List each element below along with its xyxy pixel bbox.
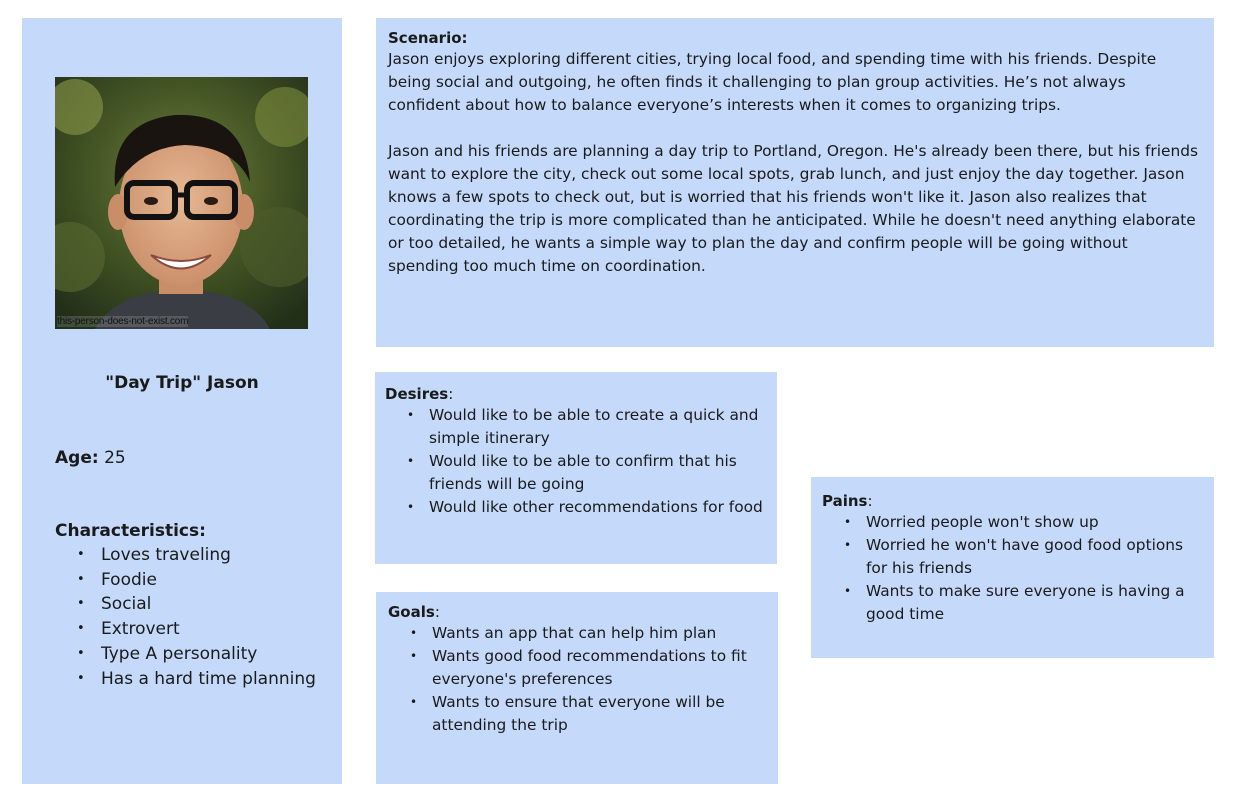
goals-heading <box>388 602 768 622</box>
list-item: • Wants to make sure everyone is having a good time <box>866 580 1204 626</box>
goals-card <box>376 592 778 784</box>
persona-profile-card <box>22 18 342 784</box>
age-value: 25 <box>104 448 126 468</box>
scenario-heading: Scenario: <box>388 29 468 47</box>
persona-portrait-image <box>55 77 308 329</box>
characteristics-heading: Characteristics: <box>55 521 206 541</box>
list-item: • Would like other recommendations for food <box>429 496 767 519</box>
pains-list <box>822 511 1204 626</box>
characteristics-list <box>55 543 335 691</box>
goals-list <box>388 622 768 737</box>
desires-heading-colon: : <box>448 385 454 403</box>
persona-name: "Day Trip" Jason <box>105 373 259 393</box>
desires-list <box>385 404 767 519</box>
characteristics-section <box>55 521 335 691</box>
list-item: • Worried people won't show up <box>866 511 1204 534</box>
age-label: Age: <box>55 448 99 468</box>
list-item: • Wants to ensure that everyone will be attending the trip <box>432 691 768 737</box>
list-item: • Has a hard time planning <box>101 667 335 692</box>
list-item: • Would like to be able to create a quick and simple itinerary <box>429 404 767 450</box>
list-item: • Loves traveling <box>101 543 335 568</box>
desires-card <box>375 372 777 564</box>
list-item: • Worried he won't have good food options for his friends <box>866 534 1204 580</box>
pains-heading <box>822 491 1204 511</box>
persona-photo <box>55 77 308 329</box>
scenario-paragraph: Jason and his friends are planning a day trip to Portland, Oregon. He's already been there, but his friends want to explore the city, check out some local spots, grab lunch, and just enjoy the day together. Jason knows a few spots to check out, but is worried that his friends won't like it. Jason also realizes that coordinating the trip is more complicated than he anticipated. While he doesn't need anything elaborate or too detailed, he wants a simple way to plan the day and confirm people will be going without spending too much time on coordination. <box>388 142 1199 275</box>
list-item: • Would like to be able to confirm that his friends will be going <box>429 450 767 496</box>
desires-heading <box>385 384 767 404</box>
scenario-card <box>376 18 1214 347</box>
list-item: • Type A personality <box>101 642 335 667</box>
list-item: • Foodie <box>101 568 335 593</box>
list-item: • Extrovert <box>101 617 335 642</box>
goals-heading-colon: : <box>434 603 440 621</box>
list-item: • Wants an app that can help him plan <box>432 622 768 645</box>
goals-heading-label: Goals <box>388 603 435 621</box>
persona-age <box>55 448 126 468</box>
photo-watermark: this-person-does-not-exist.com <box>57 316 189 327</box>
pains-heading-label: Pains <box>822 492 868 510</box>
list-item: • Wants good food recommendations to fit everyone's preferences <box>432 645 768 691</box>
desires-heading-label: Desires <box>385 385 449 403</box>
pains-card <box>811 477 1214 658</box>
pains-heading-colon: : <box>867 492 873 510</box>
scenario-paragraph: Jason enjoys exploring different cities, trying local food, and spending time with his friends. Despite being social and outgoing, he often finds it challenging to plan group activities. He’s not always confident about how to balance everyone’s interests when it comes to organizing trips. <box>388 50 1157 114</box>
list-item: • Social <box>101 592 335 617</box>
